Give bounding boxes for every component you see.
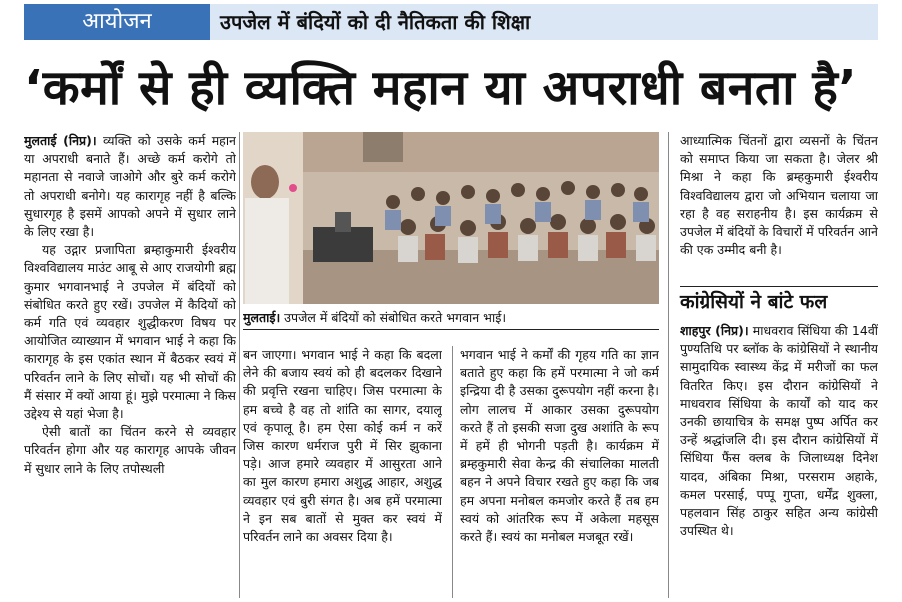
photo-illustration [243,132,659,304]
side-story-paragraph [680,322,878,540]
side-story-dateline: शाहपुर (निप्र)। [680,323,749,338]
article-column-3 [460,346,659,598]
article-paragraph: यह उद्गार प्रजापिता ब्रम्हाकुमारी ईश्वरीय विश्वविद्यालय माउंट आबू से आए राजयोगी ब्रह्म कुमार भगवानभाई ने उपजेल में बंदियों को संबोधित करते हुए रखें। उपजेल में कैदियों को कर्म गति एवं व्यवहार शुद्धीकरण विषय पर आयोजित व्याख्यान में भगवान भाई ने कहा कि कारागृह के इस एकांत स्थान में बैठकर स्वयं में परिवर्तन लाने के लिए सोचों। यह भी सोचों की मैं संसार में क्यों आया हूं। मुझे परमात्मा ने किस उद्देश्य से यहां भेजा है। [24,242,236,422]
article-column-4 [680,132,878,282]
photo-caption [243,306,659,330]
article-paragraph: बन जाएगा। भगवान भाई ने कहा कि बदला लेने की बजाय स्वयं को ही बदलकर दिखाने की प्रवृत्ति रखना चाहिए। जिस परमात्मा के हम बच्चे है वह तो शांति का सागर, दयालू एवं कृपालू है। हम ऐसा कोई कर्म न करें जिस कारण धर्मराज पुरी में सिर झुकाना पड़े। आज हमारे व्यवहार में आसुरता आने का मुल कारण हमारा अशुद्ध आहार, अशुद्ध व्यवहार एवं बुरी संगत है। अब हमें परमात्मा ने इन सब बातों से मुक्त कर स्वयं में परिवर्तन लाने का अवसर दिया है। [243,347,442,545]
article-paragraph: ऐसी बातों का चिंतन करने से व्यवहार परिवर्तन होगा और यह कारागृह आपके जीवन में सुधार लाने के लिए तपोस्थली [24,424,236,476]
column-divider [239,132,240,598]
side-story-body [680,322,878,598]
paragraph-text: व्यक्ति को उसके कर्म महान या अपराधी बनाते हैं। अच्छे कर्म करोगे तो महानता से नवाजे जाओगे और बुरे कर्म करोगे तो अपराधी बनोगे। यह कारागृह नहीं है बल्कि सुधारगृह है इसमें आपको अपने में सुधार लाने के लिए रखा है। [24,133,236,240]
section-header [0,0,902,44]
news-photo [243,132,659,304]
article-paragraph: आध्यात्मिक चिंतनों द्वारा व्यसनों के चिंतन को समाप्त किया जा सकता है। जेलर श्री मिश्रा ने कहा कि ब्रम्हकुमारी ईश्वरीय विश्वविद्यालय द्वारा जो अभियान चलाया जा रहा है वह सराहनीय है। इस कार्यक्रम से उपजेल में बंदियों के विचारों में परिवर्तन आने की एक उम्मीद बनी है। [680,133,878,258]
paragraph-text: माधवराव सिंधिया की 14वीं पुण्यतिथि पर ब्लॉक के कांग्रेसियों ने स्थानीय सामुदायिक स्वास्थ्य केंद्र में मरीजों का फल वितरित किए। इस दौरान कांग्रेसियों ने माधवराव सिंधिया के कार्यों को याद कर उनकी छायाचित्र के समक्ष पुष्प अर्पित कर उन्हें श्रद्धांजलि दी। इस दौरान कांग्रेसियों में सिंधिया फैंस क्लब के जिलाध्यक्ष दिनेश यादव, अंबिका मिश्रा, परसराम अहाके, कमल परसाई, पप्पू गुप्ता, धर्मेंद्र शुक्ला, पहलवान सिंह ठाकुर सहित अन्य कांग्रेसी उपस्थित थे। [680,323,878,539]
column-divider [452,346,453,598]
side-story-headline: कांग्रेसियों ने बांटे फल [680,286,878,316]
caption-place: मुलताई। [243,310,281,325]
dateline: मुलताई (निप्र)। [24,133,97,148]
section-tag: आयोजन [24,4,210,40]
article-paragraph [24,132,236,241]
article-paragraph: भगवान भाई ने कर्मों की गृहय गति का ज्ञान बताते हुए कहा कि हमें परमात्मा ने जो कर्म इन्द्रिया दी है उसका दुरूपयोग नहीं करना है। लोग लालच में आकार उसका दुरूपयोग करते हैं तो इसकी सजा दुख अशांति के रूप में हमें ही भोगनी पड़ती है। कार्यक्रम में ब्रम्हकुमारी सेवा केन्द्र की संचालिका मालती बहन ने अपने विचार रखते हुए कहा कि जब हम अपना मनोबल कमजोर करते हैं तब हम स्वयं को आंतरिक रूप में अकेला महसूस करते हैं। स्वयं का मनोबल मजबूत रखें। [460,347,659,545]
kicker-line: उपजेल में बंदियों को दी नैतिकता की शिक्षा [210,4,878,40]
main-headline: ‘कर्मों से ही व्यक्ति महान या अपराधी बनता है’ [24,60,858,116]
caption-text: उपजेल में बंदियों को संबोधित करते भगवान भाई। [280,310,507,325]
article-column-2 [243,346,442,598]
column-divider [668,132,669,598]
article-column-1 [24,132,236,598]
